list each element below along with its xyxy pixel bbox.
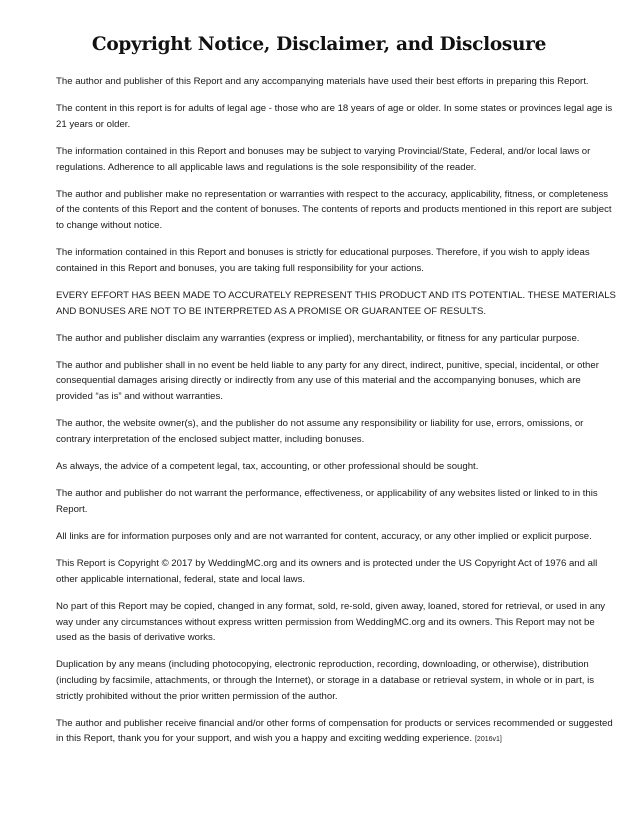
paragraph-links-information: All links are for information purposes only and are not warranted for content, accuracy, or any other implied or explicit purpose. (56, 531, 592, 542)
paragraph-no-liability: The author and publisher shall in no event be held liable to any party for any direct, indirect, punitive, special, incidental, or other consequential damages arising directly or indirectly from any use of this material and the accompanying bonuses, which are provided “as is” and without warranties. (56, 359, 599, 403)
version-tag: [2016v1] (474, 736, 502, 744)
paragraph-no-guarantee: EVERY EFFORT HAS BEEN MADE TO ACCURATELY REPRESENT THIS PRODUCT AND ITS POTENTIAL. THESE MATERIALS AND BONUSES ARE NOT TO BE INTERPRETED AS A PROMISE OR GUARANTEE OF RESULTS. (56, 289, 616, 317)
paragraph-legal-age: The content in this report is for adults of legal age - those who are 18 years of age or older. In some states or provinces legal age is 21 years or older. (56, 103, 613, 130)
paragraph-applicable-laws: The information contained in this Report and bonuses may be subject to varying Provincial/State, Federal, and/or local laws or regulations. Adherence to all applicable laws and regulations is the sole responsibility of the reader. (56, 145, 591, 173)
document-body (56, 74, 618, 760)
paragraph-duplication: Duplication by any means (including photocopying, electronic reproduction, recording, downloading, or otherwise), distribution (including by facsimile, attachments, or through the Internet), or storage in a database or retrieval system, in whole or in part, is strictly prohibited without the prior written permission of the author. (56, 659, 595, 702)
paragraph-compensation (56, 716, 618, 748)
paragraph-disclaim-warranties: The author and publisher disclaim any warranties (express or implied), merchantability, or fitness for any particular purpose. (56, 332, 580, 344)
document-title: Copyright Notice, Disclaimer, and Disclosure (91, 34, 547, 55)
paragraph-educational-purposes: The information contained in this Report and bonuses is strictly for educational purposes. Therefore, if you wish to apply ideas contained in this Report and bonuses, you are taking full responsibility for your actions. (56, 247, 590, 274)
paragraph-no-responsibility: The author, the website owner(s), and the publisher do not assume any responsibility or liability for use, errors, omissions, or contrary interpretation of the enclosed subject matter, including bonuses. (56, 418, 584, 445)
compensation-text: The author and publisher receive financial and/or other forms of compensation for products or services recommended or suggested in this Report, thank you for your support, and wish you a happy and exciting wedding experience. (56, 717, 613, 745)
paragraph-no-copying: No part of this Report may be copied, changed in any format, sold, re-sold, given away, loaned, stored for retrieval, or used in any way under any circumstances without express written permission from WeddingMC.org and its owners. This Report may not be used as the basis of derivative works. (56, 600, 606, 644)
paragraph-best-efforts: The author and publisher of this Report and any accompanying materials have used their best efforts in preparing this Report. (56, 76, 589, 87)
paragraph-professional-advice: As always, the advice of a competent legal, tax, accounting, or other professional should be sought. (56, 461, 479, 473)
paragraph-websites-listed: The author and publisher do not warrant the performance, effectiveness, or applicability of any websites listed or linked to in this Report. (56, 488, 598, 515)
paragraph-no-representation: The author and publisher make no representation or warranties with respect to the accuracy, applicability, fitness, or completeness of the contents of this Report and the content of bonuses. The contents of reports and products mentioned in this report are subject to change without notice. (56, 188, 612, 231)
paragraph-copyright: This Report is Copyright © 2017 by WeddingMC.org and its owners and is protected under the US Copyright Act of 1976 and all other applicable international, federal, state and local laws. (56, 558, 598, 585)
